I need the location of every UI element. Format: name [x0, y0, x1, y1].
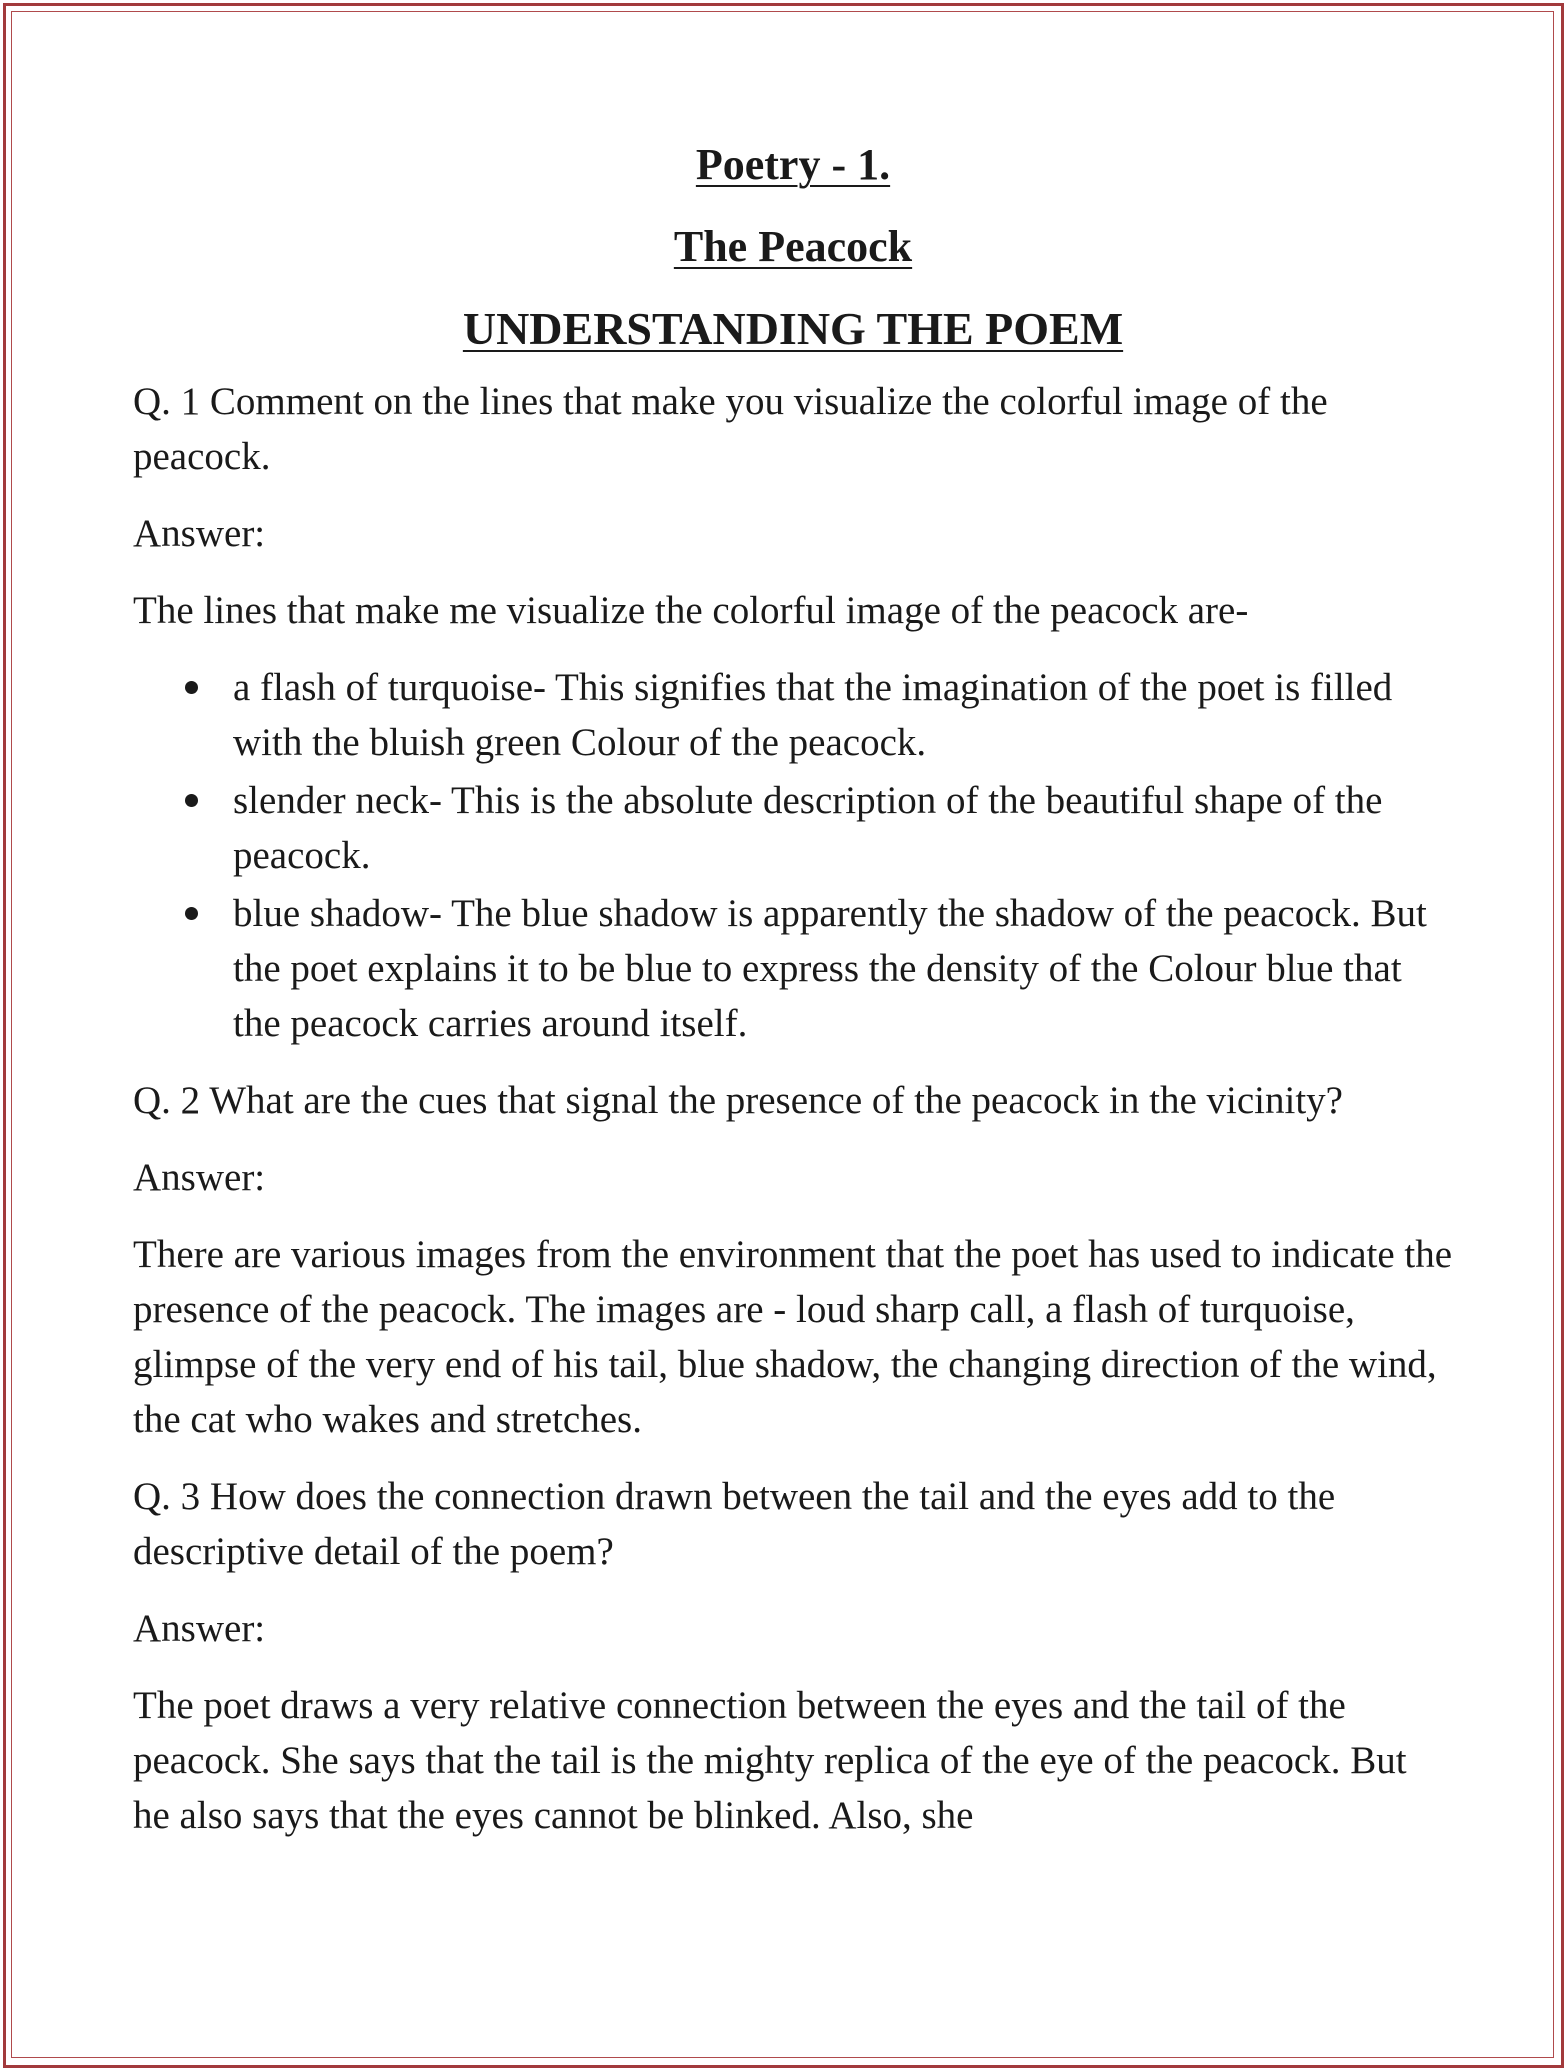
list-item — [133, 660, 1453, 770]
document-body — [133, 132, 1453, 1865]
poem-title: The Peacock — [673, 222, 913, 271]
bullet-icon — [185, 794, 198, 807]
answer-1-bullet-list — [133, 660, 1453, 1051]
question-2: Q. 2 What are the cues that signal the presence of the peacock in the vicinity? — [133, 1079, 1343, 1122]
list-item — [133, 773, 1453, 883]
answer-1-intro: The lines that make me visualize the colorful image of the peacock are- — [133, 589, 1249, 632]
list-item-text: a flash of turquoise- This signifies that the imagination of the poet is filled with the bluish green Colour of the peacock. — [233, 666, 1393, 764]
poetry-title: Poetry - 1. — [695, 140, 891, 189]
list-item-text: slender neck- This is the absolute description of the beautiful shape of the peacock. — [233, 779, 1383, 877]
answer-3: The poet draws a very relative connection between the eyes and the tail of the peacock. She says that the tail is the mighty replica of the eye of the peacock. But he also says that the eyes cannot be blinked. Also, she — [133, 1684, 1407, 1837]
question-3: Q. 3 How does the connection drawn between the tail and the eyes add to the descriptive detail of the poem? — [133, 1475, 1336, 1573]
answer-label-2: Answer: — [133, 1156, 266, 1199]
answer-2: There are various images from the environment that the poet has used to indicate the presence of the peacock. The images are - loud sharp call, a flash of turquoise, glimpse of the very end of his tail, blue shadow, the changing direction of the wind, the cat who wakes and stretches. — [133, 1233, 1453, 1441]
answer-label-3: Answer: — [133, 1607, 266, 1650]
bullet-icon — [185, 907, 198, 920]
question-1: Q. 1 Comment on the lines that make you visualize the colorful image of the peacock. — [133, 380, 1328, 478]
list-item-text: blue shadow- The blue shadow is apparently the shadow of the peacock. But the poet explains it to be blue to express the density of the Colour blue that the peacock carries around itself. — [233, 892, 1427, 1045]
list-item — [133, 886, 1453, 1051]
bullet-icon — [185, 681, 198, 694]
answer-label-1: Answer: — [133, 512, 266, 555]
section-heading: UNDERSTANDING THE POEM — [462, 303, 1124, 354]
